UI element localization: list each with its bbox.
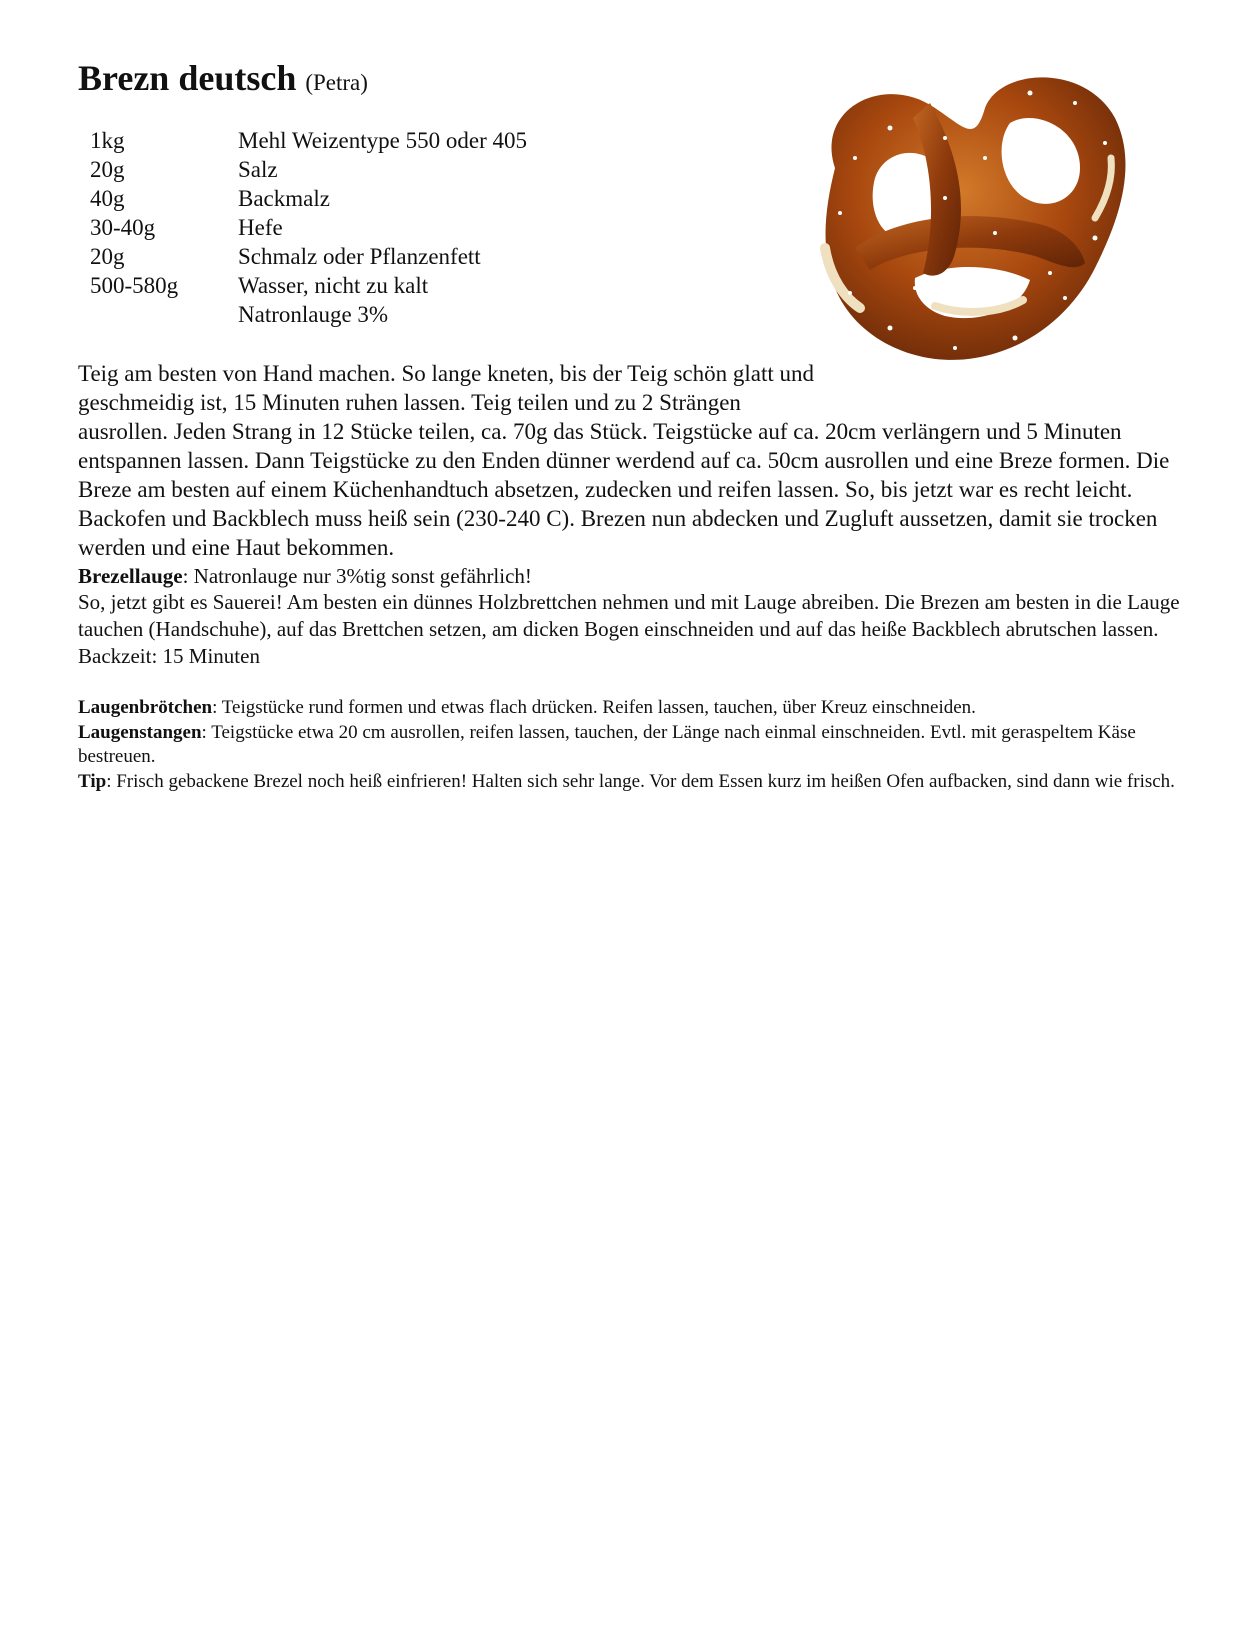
ingredient-quantity: 30-40g [90,215,156,240]
lye-note [78,563,1183,589]
ingredient-name: Backmalz [238,186,330,211]
note-item [78,770,1183,795]
ingredient-row [90,242,527,271]
note-item [78,721,1183,770]
ingredient-name: Wasser, nicht zu kalt [238,273,429,298]
variation-notes [78,696,1183,794]
method-text: Teig am besten von Hand machen. So lange kneten, bis der Teig schön glatt und geschmeidig ist, 15 Minuten ruhen lassen. Teig teilen und zu 2 Strängen ausrollen. Jeden Strang in 12 Stücke teilen, ca. 70g das Stück. Teigstücke auf ca. 20cm verlängern und 5 Minuten entspannen lassen. Dann Teigstücke zu den Enden dünner werdend auf ca. 50cm ausrollen und eine Breze formen. Die Breze am besten auf einem Küchenhandtuch absetzen, zudecken und reifen lassen. So, bis jetzt war es recht leicht. Backofen und Backblech muss heiß sein (230-240 C). Brezen nun abdecken und Zugluft aussetzen, damit sie trocken werden und eine Haut bekommen. [78,361,1170,560]
title-text: Brezn deutsch [78,58,297,98]
ingredient-name: Schmalz oder Pflanzenfett [238,244,481,269]
ingredient-row [90,213,527,242]
ingredient-quantity: 20g [90,244,125,269]
ingredient-row [90,271,527,300]
ingredient-list [90,126,527,329]
ingredient-quantity: 40g [90,186,125,211]
note-label: Laugenstangen [78,721,202,743]
ingredient-name: Hefe [238,215,283,240]
lye-label: Brezellauge [78,564,183,588]
ingredient-name: Natronlauge 3% [238,302,389,327]
lye-instructions: So, jetzt gibt es Sauerei! Am besten ein dünnes Holzbrettchen nehmen und mit Lauge abreiben. Die Brezen am besten in die Lauge tauchen (Handschuhe), auf das Brettchen setzen, am dicken Bogen einschneiden und auf das heiße Backblech abrutschen lassen. Backzeit: 15 Minuten [78,590,1180,668]
ingredient-quantity: 20g [90,157,125,182]
method-paragraph [78,359,1183,562]
ingredient-row [90,126,527,155]
ingredient-quantity [90,300,238,329]
note-label: Laugenbrötchen [78,697,213,718]
note-item [78,696,1183,721]
ingredient-name: Salz [238,157,278,182]
note-label: Tip [78,770,107,792]
ingredient-row [90,155,527,184]
note-text: : Teigstücke rund formen und etwas flach drücken. Reifen lassen, tauchen, über Kreuz einschneiden. [212,697,976,718]
recipe-title [78,56,368,105]
ingredient-quantity: 1kg [90,128,125,153]
recipe-author: (Petra) [305,70,368,95]
ingredient-quantity: 500-580g [90,273,179,298]
pretzel-image [795,48,1145,384]
ingredient-name: Mehl Weizentype 550 oder 405 [238,128,527,153]
note-text: : Teigstücke etwa 20 cm ausrollen, reifen lassen, tauchen, der Länge nach einmal einschneiden. Evtl. mit geraspeltem Käse bestreuen. [78,721,1136,767]
ingredient-row [90,184,527,213]
image-wrap-spacer [823,359,1183,389]
ingredient-row [90,300,527,329]
note-text: : Frisch gebackene Brezel noch heiß einfrieren! Halten sich sehr lange. Vor dem Essen kurz im heißen Ofen aufbacken, sind dann wie frisch. [106,770,1175,792]
lye-text: : Natronlauge nur 3%tig sonst gefährlich! [182,564,532,588]
